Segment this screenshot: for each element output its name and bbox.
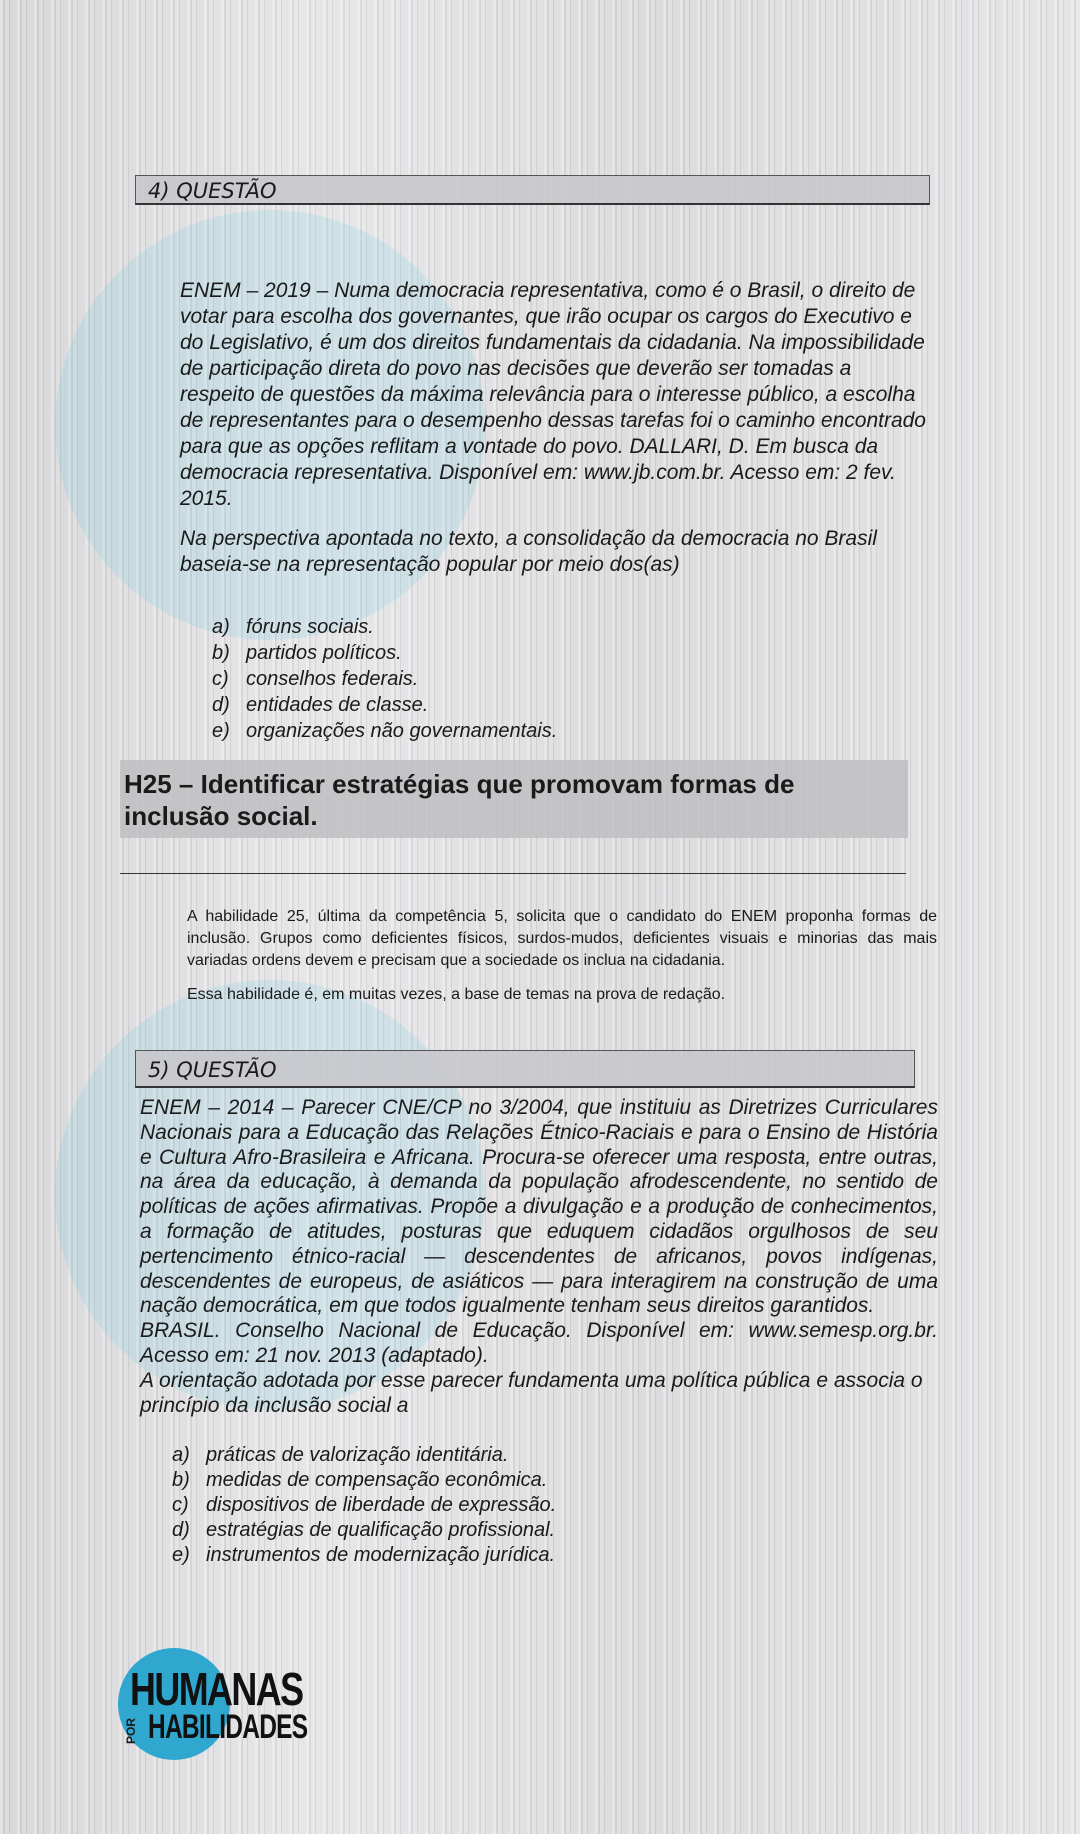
question-4-prompt: Na perspectiva apontada no texto, a consolidação da democracia no Brasil baseia-se na representação popular por meio dos(as) bbox=[180, 527, 877, 576]
humanas-por-habilidades-logo bbox=[118, 1648, 318, 1768]
option[interactable]: c) conselhos federais. bbox=[212, 668, 419, 690]
option[interactable]: a) fóruns sociais. bbox=[212, 616, 374, 638]
option[interactable]: d) estratégias de qualificação profissional. bbox=[172, 1519, 556, 1541]
question-5-options bbox=[172, 1443, 556, 1568]
option[interactable]: b) partidos políticos. bbox=[212, 642, 402, 664]
option[interactable]: c) dispositivos de liberdade de expressão. bbox=[172, 1494, 557, 1516]
question-5-prompt: A orientação adotada por esse parecer fundamenta uma política pública e associa o princípio da inclusão social a bbox=[140, 1368, 923, 1417]
option[interactable]: d) entidades de classe. bbox=[212, 694, 429, 716]
divider bbox=[120, 873, 906, 874]
option[interactable]: e) organizações não governamentais. bbox=[212, 720, 558, 742]
skill-description bbox=[187, 906, 937, 1018]
skill-paragraph: Essa habilidade é, em muitas vezes, a base de temas na prova de redação. bbox=[187, 986, 726, 1003]
question-5-passage: ENEM – 2014 – Parecer CNE/CP no 3/2004, que instituiu as Diretrizes Curriculares Nacionais para a Educação das Relações Étnico-Raciais e para o Ensino de História e Cultura Afro-Brasileira e Africana. Procura-se oferecer uma resposta, entre outras, na área da educação, à demanda da população afrodescendente, no sentido de políticas de ações afirmativas. Propõe a divulgação e a produção de conhecimentos, a formação de atitudes, posturas que eduquem cidadãos orgulhosos de seu pertencimento étnico-racial — descendentes de africanos, povos indígenas, descendentes de europeus, de asiáticos — para interagirem na construção de uma nação democrática, em que todos igualmente tenham seus direitos garantidos. bbox=[140, 1096, 938, 1318]
option[interactable]: e) instrumentos de modernização jurídica. bbox=[172, 1544, 556, 1566]
question-4-options bbox=[212, 614, 557, 744]
option[interactable]: b) medidas de compensação econômica. bbox=[172, 1469, 548, 1491]
question-4-text bbox=[180, 278, 930, 578]
question-5-header: 5) QUESTÃO bbox=[135, 1050, 915, 1088]
logo-line1: HUMANAS bbox=[130, 1663, 303, 1715]
skill-heading: H25 – Identificar estratégias que promovam formas de inclusão social. bbox=[120, 760, 908, 838]
logo-por: POR bbox=[124, 1717, 138, 1744]
question-5-source: BRASIL. Conselho Nacional de Educação. Disponível em: www.semesp.org.br. Acesso em: 21 nov. 2013 (adaptado). bbox=[140, 1319, 938, 1367]
option[interactable]: a) práticas de valorização identitária. bbox=[172, 1444, 509, 1466]
skill-paragraph: A habilidade 25, última da competência 5, solicita que o candidato do ENEM proponha formas de inclusão. Grupos como deficientes físicos, surdos-mudos, deficientes visuais e minorias das mais variadas ordens devem e precisam que a sociedade os inclua na cidadania. bbox=[187, 908, 937, 969]
logo-line2: HABILIDADES bbox=[148, 1708, 308, 1746]
question-4-passage: ENEM – 2019 – Numa democracia representativa, como é o Brasil, o direito de votar para escolha dos governantes, que irão ocupar os cargos do Executivo e do Legislativo, é um dos direitos fundamentais da cidadania. Na impossibilidade de participação direta do povo nas decisões que deverão ser tomadas a respeito de questões da máxima relevância para o interesse público, a escolha de representantes para o desempenho dessas tarefas foi o caminho encontrado para que as opções reflitam a vontade do povo. DALLARI, D. Em busca da democracia representativa. Disponível em: www.jb.com.br. Acesso em: 2 fev. 2015. bbox=[180, 279, 926, 510]
question-5-text bbox=[140, 1096, 938, 1418]
question-4-header: 4) QUESTÃO bbox=[135, 175, 930, 205]
